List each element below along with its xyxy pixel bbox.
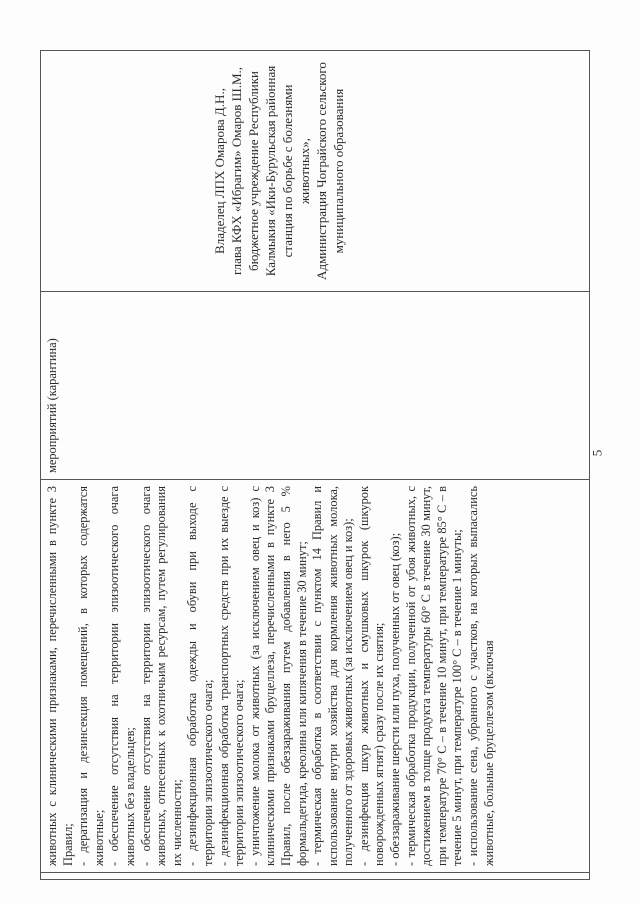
term-cell (41, 292, 590, 480)
number-cell (41, 873, 590, 880)
measure-line: - уничтожение молока от животных (за исключением овец и коз) с клиническими признаками бруцеллеза, перечисленными в пункте 3 Правил, после обеззараживания путем добавления в него 5 % формальдегида, креолина или кипячения в течение 30 минут; (247, 486, 309, 866)
measure-line: - дератизация и дезинсекция помещений, в которых содержатся животные; (76, 486, 106, 866)
measure-line: - обеззараживание шерсти или пуха, полученных от овец (коз); (388, 532, 403, 866)
responsible-line: глава КФХ «Ибрагим» Омаров Ш.М., (229, 66, 244, 276)
term-text: мероприятий (карантина) (45, 338, 59, 473)
measures-cell (41, 480, 590, 873)
measure-line: - термическая обработка в соответствии с пунктом 14 Правил и использование внутри хозяйства для кормления животных молока, полученного от здоровых животных (за исключением овец и коз); (310, 486, 356, 866)
page-number: 5 (589, 449, 605, 457)
table-row (41, 51, 590, 880)
measures-table (40, 50, 590, 880)
measure-line: - использование сена, убранного с участков, на которых выпасались животные, больные бруцеллезом (включая (466, 486, 496, 866)
rotated-table-area (40, 50, 590, 880)
measure-line: - дезинфекционная обработка транспортных средств при их выезде с территории эпизоотического очага; (216, 486, 247, 866)
responsible-line: бюджетное учреждение Республики Калмыкия «Ики-Бурульская районная станция по борьбе с болезнями животных», (246, 65, 312, 277)
measure-line: - обеспечение отсутствия на территории эпизоотического очага животных, отнесенных к охотничьим ресурсам, путем регулирования их численности; (138, 486, 184, 866)
responsible-line: Владелец ЛПХ Омарова Д.Н., (212, 88, 227, 254)
responsible-line: Администрация Чограйского сельского муниципального образования (314, 62, 346, 280)
measure-line: - термическая обработка продукции, полученной от убоя животных, с достижением в толще продукта температуры 60° С в течение 30 минут, при температуре 70° С – в течение 10 минут, при температуре 85° С – в течение 5 минут, при температуре 100° С – в течение 1 минуты; (403, 486, 465, 866)
measure-line: - обеспечение отсутствия на территории эпизоотического очага животных без владельцев; (107, 486, 137, 866)
measure-line: - дезинфекционная обработка одежды и обуви при выходе с территории эпизоотического очага; (185, 486, 215, 866)
measure-line: животных с клиническими признаками, перечисленными в пункте 3 Правил; (45, 486, 75, 866)
measure-line: - дезинфекция шкур животных и смушковых шкурок (шкурок новорожденных ягнят) сразу после их снятия; (356, 486, 387, 866)
responsible-cell (41, 51, 590, 292)
